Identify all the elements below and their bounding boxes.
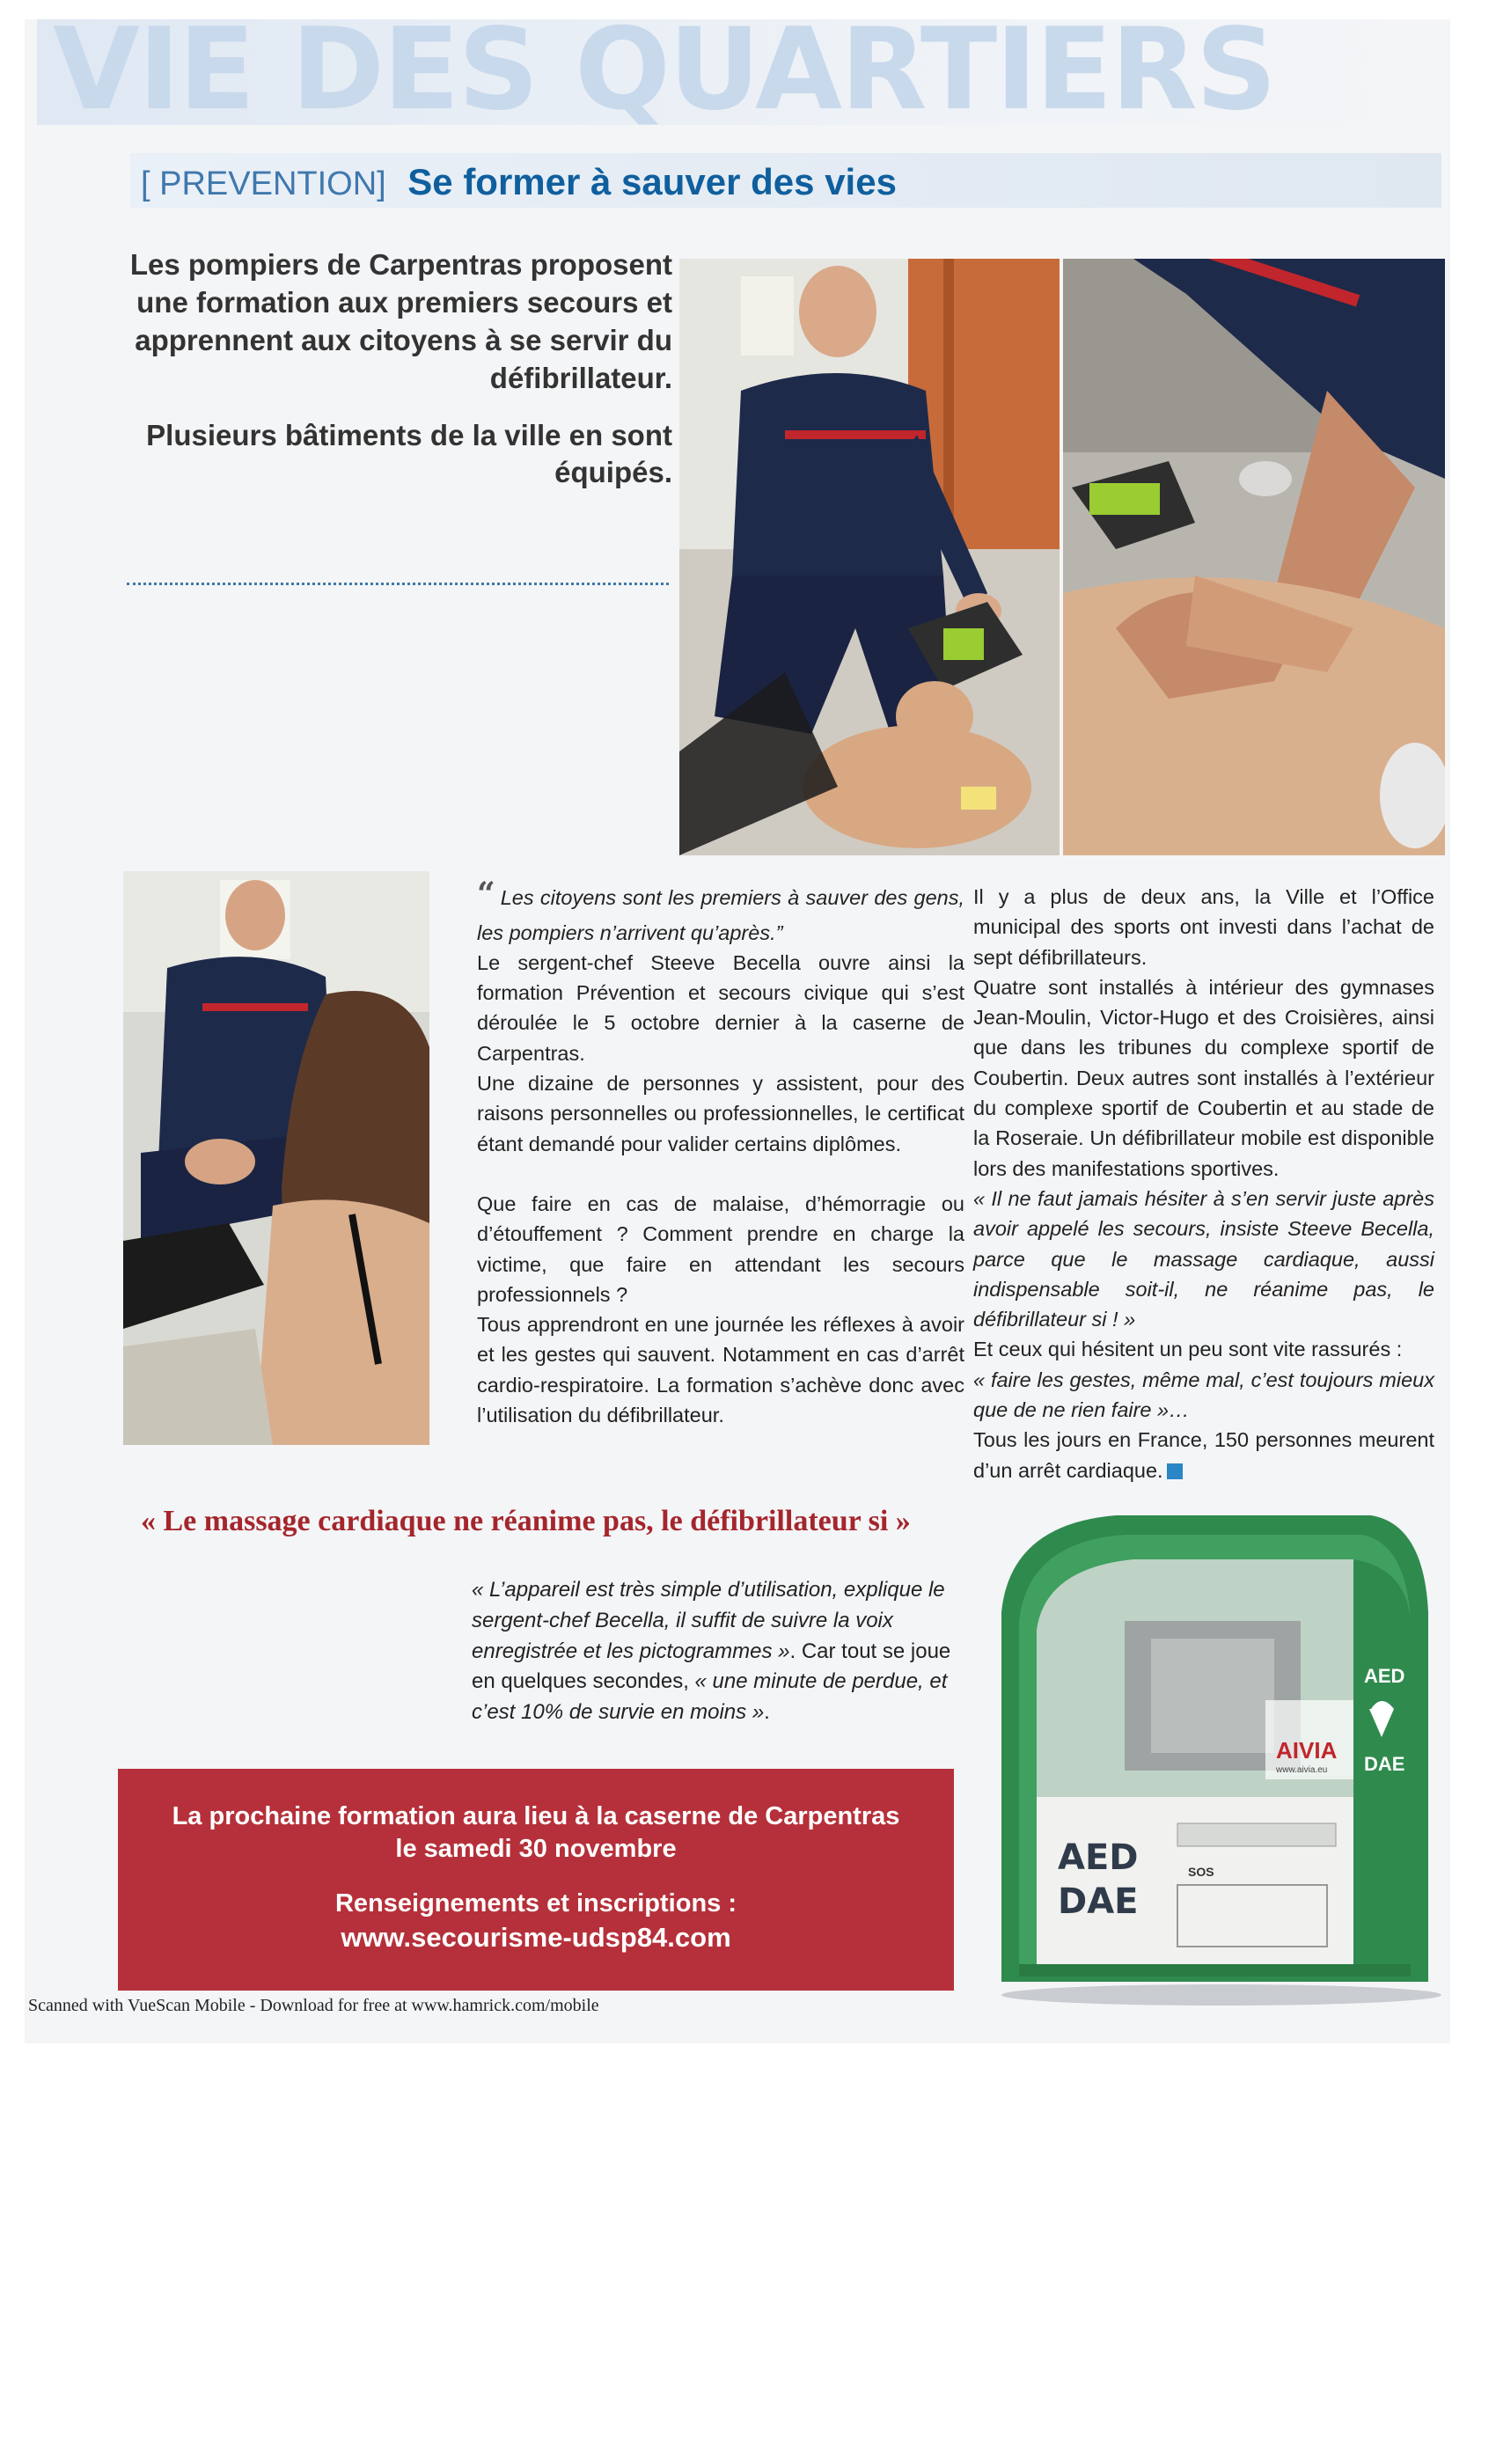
aed-brand: AIVIA bbox=[1276, 1737, 1338, 1764]
col2-quote: « Il ne faut jamais hésiter à s’en servir juste après avoir appelé les secours, insiste Steeve Becella, parce que le massage cardiaque, aussi indispensable soit-il, ne réanime pas, le défibrillateur si ! » bbox=[973, 1186, 1434, 1331]
intro-text bbox=[127, 246, 672, 511]
col1-paragraph-2: Une dizaine de personnes y assistent, pour des raisons personnelles ou professionnelles, le certificat étant demandé pour valider certains diplômes. bbox=[477, 1072, 964, 1155]
col1-paragraph-3: Que faire en cas de malaise, d’hémorragie ou d’étouffement ? Comment prendre en charge la victime, que faire en attendant les secours professionnels ? bbox=[477, 1192, 964, 1306]
scanner-footer: Scanned with VueScan Mobile - Download for free at www.hamrick.com/mobile bbox=[28, 1996, 599, 2015]
col2-quote-2: « faire les gestes, même mal, c’est toujours mieux que de ne rien faire »… bbox=[973, 1368, 1434, 1422]
intro-paragraph-2: Plusieurs bâtiments de la ville en sont équipés. bbox=[146, 418, 672, 489]
infobox-website-link[interactable]: www.secourisme-udsp84.com bbox=[341, 1921, 731, 1953]
dotted-divider bbox=[127, 583, 669, 585]
col2-paragraph-3 bbox=[973, 1184, 1434, 1334]
lower-text: . Car tout se joue en quelques secondes, bbox=[472, 1639, 951, 1694]
intro-paragraph-1: Les pompiers de Carpentras proposent une formation aux premiers secours et apprennent aux citoyens à se servir du défibrillateur. bbox=[129, 248, 672, 394]
infobox-line-2: le samedi 30 novembre bbox=[395, 1834, 677, 1863]
col2-paragraph-1: Il y a plus de deux ans, la Ville et l’Office municipal des sports ont investi dans l’achat de sept défibrillateurs. bbox=[973, 885, 1434, 969]
aed-sos: SOS bbox=[1188, 1865, 1214, 1879]
photo-aed-cabinet bbox=[984, 1507, 1441, 2008]
photo-cpr-hands bbox=[1063, 259, 1445, 855]
aed-label-2: DAE bbox=[1058, 1881, 1139, 1922]
lower-paragraph bbox=[472, 1575, 954, 1728]
col2-paragraph-2: Quatre sont installés à intérieur des gymnases Jean-Moulin, Victor-Hugo et des Croisières, ainsi que dans les tribunes du complexe sportif de Coubertin. Deux autres sont installés à l’extérieur du complexe sportif de Coubertin et au stade de la Roseraie. Un défibrillateur mobile est disponible lors des manifestations sportives. bbox=[973, 975, 1434, 1180]
opening-quote bbox=[477, 871, 964, 948]
end-square-icon bbox=[1167, 1463, 1183, 1479]
infobox-line-3: Renseignements et inscriptions : bbox=[334, 1889, 737, 1918]
aed-site: www.aivia.eu bbox=[1276, 1765, 1328, 1775]
opening-quote-text: Les citoyens sont les premiers à sauver des gens, les pompiers n’arrivent qu’après.” bbox=[477, 886, 964, 944]
pull-quote: « Le massage cardiaque ne réanime pas, le défibrillateur si » bbox=[141, 1505, 911, 1537]
lower-quote-2: « une minute de perdue, et c’est 10% de survie en moins » bbox=[472, 1669, 948, 1725]
col1-paragraph-1: Le sergent-chef Steeve Becella ouvre ainsi la formation Prévention et secours civique qui s’est déroulée le 5 octobre dernier à la caserne de Carpentras. bbox=[477, 950, 964, 1065]
col2-paragraph-5 bbox=[973, 1425, 1434, 1485]
photo-firefighter-kneeling bbox=[679, 259, 1060, 855]
article-headline: Se former à sauver des vies bbox=[407, 161, 897, 202]
magazine-page bbox=[25, 19, 1450, 2043]
photo-training-session bbox=[123, 871, 429, 1445]
col2-reassured: Et ceux qui hésitent un peu sont vite rassurés : bbox=[973, 1338, 1403, 1361]
headline bbox=[141, 157, 897, 209]
col2-closing: Tous les jours en France, 150 personnes meurent d’un arrêt cardiaque. bbox=[973, 1428, 1434, 1482]
aed-side-label-1: AED bbox=[1364, 1665, 1405, 1687]
section-title: VIE DES QUARTIERS bbox=[53, 19, 1275, 136]
article-column-1 bbox=[477, 871, 964, 1430]
article-column-2 bbox=[973, 882, 1434, 1485]
lower-end: . bbox=[764, 1700, 770, 1725]
aed-side-label-2: DAE bbox=[1364, 1753, 1405, 1775]
training-info-box bbox=[118, 1769, 954, 1991]
col2-paragraph-4 bbox=[973, 1334, 1434, 1425]
quote-mark-icon: “ bbox=[477, 876, 495, 913]
col1-paragraph-4: Tous apprendront en une journée les réflexes à avoir et les gestes qui sauvent. Notamment en cas d’arrêt cardio-respiratoire. La formation s’achève donc avec l’utilisation du défibrillateur. bbox=[477, 1313, 964, 1426]
kicker-label: [ PREVENTION] bbox=[141, 165, 386, 202]
section-banner bbox=[37, 19, 1436, 136]
infobox-line-1: La prochaine formation aura lieu à la caserne de Carpentras bbox=[172, 1802, 900, 1830]
aed-label-1: AED bbox=[1058, 1837, 1139, 1878]
lower-quote-1: « L’appareil est très simple d’utilisation, explique le sergent-chef Becella, il suffit de suivre la voix enregistrée et les pictogrammes » bbox=[472, 1578, 945, 1663]
